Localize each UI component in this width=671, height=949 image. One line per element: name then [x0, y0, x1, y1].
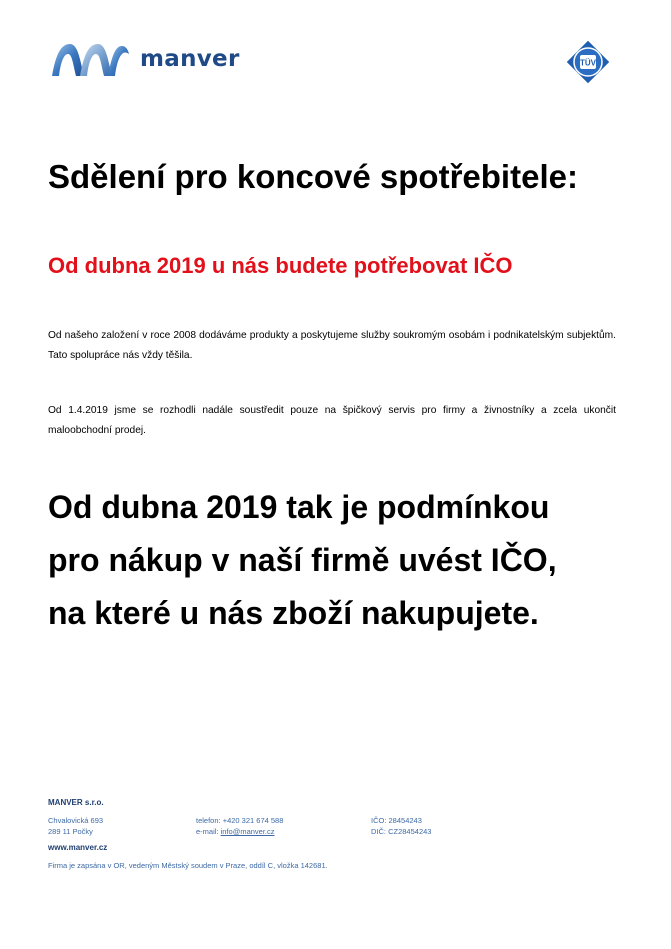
tuv-certification-icon: [566, 40, 610, 84]
phone-label: telefon:: [196, 816, 221, 825]
manver-logo-mark-icon: [50, 40, 130, 78]
dic-value: CZ28454243: [388, 827, 432, 836]
footer-website-link[interactable]: www.manver.cz: [48, 843, 108, 852]
main-announcement: [48, 481, 628, 640]
address-city: 289 11 Počky: [48, 827, 93, 836]
footer-registration-ids: [371, 815, 431, 837]
address-street: Chvalovická 693: [48, 816, 104, 825]
footer-address: [48, 815, 103, 837]
subtitle-announcement: Od dubna 2019 u nás budete potřebovat IČO: [48, 253, 513, 278]
paragraph-history: Od našeho založení v roce 2008 dodáváme produkty a poskytujeme služby soukromým osobám i podnikatelským subjektům. Tato spolupráce nás vždy těšila.: [48, 330, 616, 361]
ico-value: 28454243: [388, 816, 422, 825]
footer-contact: [196, 815, 283, 837]
footer-registration-note: Firma je zapsána v OR, vedeným Městský soudem v Praze, oddíl C, vložka 142681.: [48, 861, 328, 870]
paragraph-change: Od 1.4.2019 jsme se rozhodli nadále soustředit pouze na špičkový servis pro firmy a živnostníky a zcela ukončit maloobchodní prodej.: [48, 405, 616, 436]
email-link[interactable]: info@manver.cz: [220, 827, 275, 836]
announcement-line: pro nákup v naší firmě uvést IČO,: [48, 542, 557, 578]
phone-number: +420 321 674 588: [222, 816, 284, 825]
manver-logo: [50, 40, 240, 78]
dic-label: DIČ:: [371, 827, 386, 836]
page-title: Sdělení pro koncové spotřebitele:: [48, 158, 578, 195]
ico-label: IČO:: [371, 816, 387, 825]
brand-name: manver: [140, 46, 240, 72]
email-label: e-mail:: [196, 827, 219, 836]
announcement-line: Od dubna 2019 tak je podmínkou: [48, 489, 550, 525]
footer-company-name: MANVER s.r.o.: [48, 798, 104, 807]
tuv-mark-text: TÜV: [580, 58, 596, 68]
announcement-line: na které u nás zboží nakupujete.: [48, 595, 539, 631]
